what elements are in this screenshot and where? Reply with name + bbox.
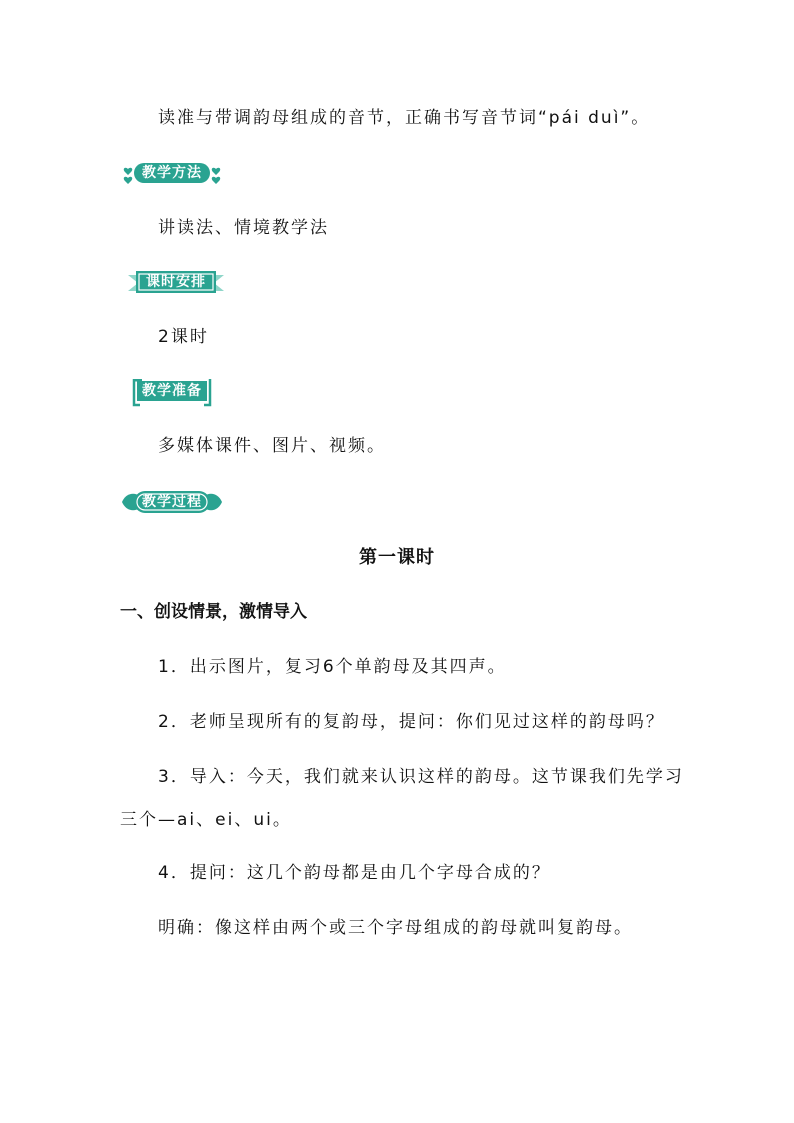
part1-heading: 一、创设情景，激情导入 [120, 602, 307, 622]
preparation-content: 多媒体课件、图片、视频。 [158, 436, 386, 456]
lesson-title: 第一课时 [359, 547, 435, 568]
section-badge-preparation-label: 教学准备 [142, 383, 202, 399]
step-4: 4．提问：这几个韵母都是由几个字母合成的？ [158, 863, 551, 883]
section-badge-method-label: 教学方法 [142, 165, 202, 181]
section-badge-preparation [130, 377, 214, 403]
section-badge-method [122, 160, 222, 186]
section-badge-schedule [128, 269, 224, 295]
section-badge-schedule-label: 课时安排 [146, 274, 206, 290]
method-content: 讲读法、情境教学法 [158, 218, 329, 238]
goal-text: 读准与带调韵母组成的音节，正确书写音节词“pái duì”。 [158, 108, 651, 128]
step-2: 2．老师呈现所有的复韵母，提问：你们见过这样的韵母吗？ [158, 712, 665, 732]
step-1: 1．出示图片，复习6个单韵母及其四声。 [158, 657, 507, 677]
step-3-line-1: 3．导入：今天，我们就来认识这样的韵母。这节课我们先学习 [158, 767, 684, 787]
step-3-line-2: 三个—ai、ei、ui。 [120, 810, 292, 830]
section-badge-process-label: 教学过程 [142, 494, 202, 510]
section-badge-process [120, 488, 224, 514]
clarification: 明确：像这样由两个或三个字母组成的韵母就叫复韵母。 [158, 918, 633, 938]
schedule-content: 2课时 [158, 327, 209, 347]
